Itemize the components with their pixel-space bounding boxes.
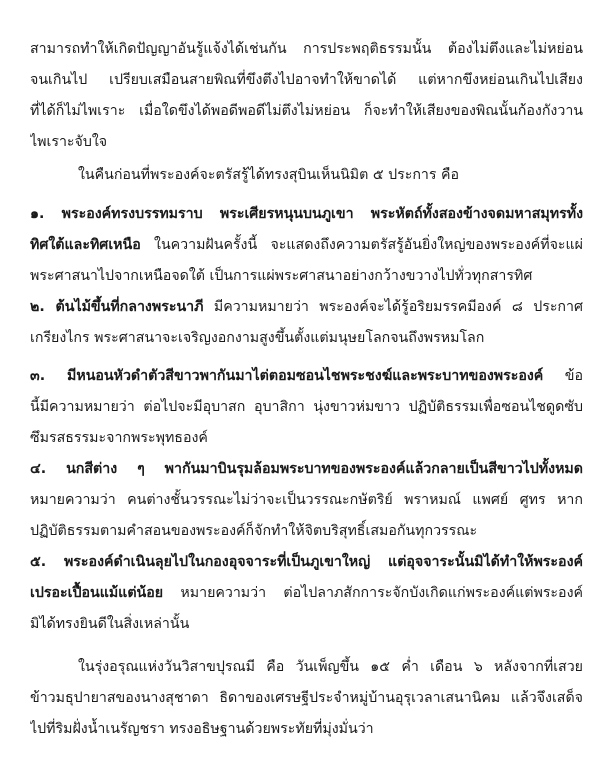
list-item-line: เปรอะเปื้อนแม้แต่น้อย หมายความว่า ต่อไปลาภสักการะจักบังเกิดแก่พระองค์แต่พระองค์	[30, 585, 583, 601]
text-line: สามารถทำให้เกิดปัญญาอันรู้แจ้งได้เช่นกัน การประพฤติธรรมนั้น ต้องไม่ตึงและไม่หย่อน	[30, 41, 583, 57]
list-item-line: ๓. มีหนอนหัวดำตัวสีขาวพากันมาไต่ตอมซอนไชพระชงฆ์และพระบาทของพระองค์ ข้อ	[30, 368, 583, 384]
text-line: ในรุ่งอรุณแห่งวันวิสาขปุรณมี คือ วันเพ็ญขึ้น ๑๕ ค่ำ เดือน ๖ หลังจากที่เสวย	[78, 659, 583, 675]
list-item-line: ๑. พระองค์ทรงบรรทมราบ พระเศียรหนุนบนภูเขา พระหัตถ์ทั้งสองข้างจดมหาสมุทรทั้ง	[30, 206, 583, 222]
text-line: ในคืนก่อนที่พระองค์จะตรัสรู้ได้ทรงสุบินเห็นนิมิต ๕ ประการ คือ	[78, 167, 460, 183]
list-item-line: ๒. ต้นไม้ขึ้นที่กลางพระนาภี มีความหมายว่า พระองค์จะได้รู้อริยมรรคมีองค์ ๘ ประกาศ	[30, 299, 583, 315]
text-line: จนเกินไป เปรียบเสมือนสายพิณที่ขึงตึงไปอาจทำให้ขาดได้ แต่หากขึงหย่อนเกินไปเสียง	[30, 72, 583, 88]
list-item-line: ๔. นกสีต่าง ๆ พากันมาบินรุมล้อมพระบาทของพระองค์แล้วกลายเป็นสีขาวไปทั้งหมด	[30, 461, 583, 477]
list-item-line: นี้มีความหมายว่า ต่อไปจะมีอุบาสก อุบาสิกา นุ่งขาวห่มขาว ปฏิบัติธรรมเพื่อซอนไชดูดซับ	[30, 399, 583, 415]
text-line: ข้าวมธุปายาสของนางสุชาดา ธิดาของเศรษฐีประจำหมู่บ้านอุรุเวลาเสนานิคม แล้วจึงเสด็จ	[30, 690, 583, 706]
list-item-line: หมายความว่า คนต่างชั้นวรรณะไม่ว่าจะเป็นวรรณะกษัตริย์ พราหมณ์ แพศย์ ศูทร หาก	[30, 492, 583, 508]
list-item-line: ซึมรสธรรมะจากพระพุทธองค์	[30, 430, 208, 446]
list-item-line: ปฏิบัติธรรมตามคำสอนของพระองค์ก็จักทำให้จิตบริสุทธิ์เสมอกันทุกวรรณะ	[30, 523, 478, 539]
text-line: ที่ได้ก็ไม่ไพเราะ เมื่อใดขึงได้พอดีพอดีไม่ตึงไม่หย่อน ก็จะทำให้เสียงของพิณนั้นก้องกังวาน	[30, 103, 583, 119]
text-line: ไพเราะจับใจ	[30, 134, 108, 150]
list-item-line: เกรียงไกร พระศาสนาจะเจริญงอกงามสูงขึ้นตั้งแต่มนุษยโลกจนถึงพรหมโลก	[30, 330, 485, 346]
list-item-line: มิได้ทรงยินดีในสิ่งเหล่านั้น	[30, 616, 190, 632]
list-item-line: พระศาสนาไปจากเหนือจดใต้ เป็นการแผ่พระศาสนาอย่างกว้างขวางไปทั่วทุกสารทิศ	[30, 268, 533, 284]
text-line: ไปที่ริมฝั่งน้ำเนรัญชรา ทรงอธิษฐานด้วยพระทัยที่มุ่งมั่นว่า	[30, 721, 374, 737]
list-item-line: ทิศใต้และทิศเหนือ ในความฝันครั้งนี้ จะแสดงถึงความตรัสรู้อันยิ่งใหญ่ของพระองค์ที่จะแผ่	[30, 237, 583, 253]
list-item-line: ๕. พระองค์ดำเนินลุยไปในกองอุจจาระที่เป็นภูเขาใหญ่ แต่อุจจาระนั้นมิได้ทำให้พระองค์	[30, 554, 583, 570]
